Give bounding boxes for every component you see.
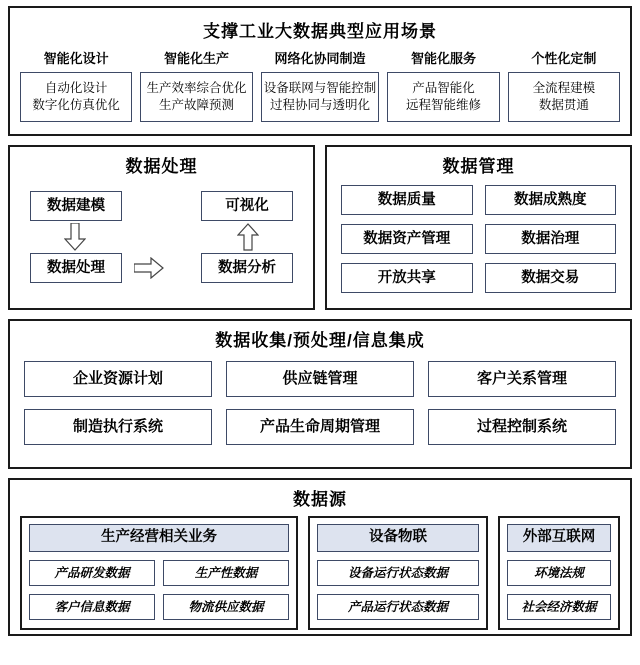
visualization-box: 可视化: [201, 191, 293, 221]
source-group-title: 外部互联网: [507, 524, 611, 552]
scenario-line: 设备联网与智能控制: [263, 81, 377, 95]
data-processing-flow: [22, 181, 301, 293]
scenario-line: 全流程建模: [532, 81, 596, 95]
scenario-line: 产品智能化: [412, 81, 475, 95]
application-scenarios-columns: [16, 48, 624, 122]
management-item: 开放共享: [341, 263, 473, 293]
collection-item: 产品生命周期管理: [226, 409, 414, 445]
scenario-line: 生产效率综合优化: [146, 81, 247, 95]
data-management-title: 数据管理: [442, 157, 515, 176]
source-group-items: [29, 560, 289, 620]
source-group-business: [20, 516, 298, 630]
management-item: 数据治理: [485, 224, 617, 254]
scenario-box: [140, 72, 252, 122]
collection-item: 客户关系管理: [428, 361, 616, 397]
collection-item: 供应链管理: [226, 361, 414, 397]
scenario-column-design: [16, 48, 136, 122]
arrow-down-icon: [64, 223, 86, 251]
data-management-items: [327, 181, 630, 305]
source-item: 物流供应数据: [163, 594, 289, 620]
source-group-iot: [308, 516, 488, 630]
management-item: 数据资产管理: [341, 224, 473, 254]
data-collection-title: 数据收集/预处理/信息集成: [215, 331, 425, 350]
application-scenarios-panel: [8, 6, 632, 136]
scenario-box: [387, 72, 499, 122]
scenario-heading: 智能化设计: [43, 51, 109, 66]
source-group-items: [507, 560, 611, 620]
scenario-heading: 智能化生产: [164, 51, 230, 66]
data-collection-items: [10, 355, 630, 445]
data-processing-title: 数据处理: [125, 157, 198, 176]
source-group-title: 生产经营相关业务: [29, 524, 289, 552]
scenario-box: [20, 72, 132, 122]
scenario-line: 远程智能维修: [405, 98, 481, 112]
scenario-line: 数据贯通: [538, 98, 589, 112]
source-group-items: [317, 560, 479, 620]
scenario-line: 生产故障预测: [159, 98, 235, 112]
scenario-line: 自动化设计: [44, 81, 108, 95]
scenario-heading: 智能化服务: [410, 51, 476, 66]
source-item: 生产性数据: [163, 560, 289, 586]
processing-management-row: [8, 145, 632, 310]
source-group-title: 设备物联: [317, 524, 479, 552]
scenario-heading: 网络化协同制造: [274, 51, 366, 66]
application-scenarios-title: 支撑工业大数据典型应用场景: [203, 22, 437, 41]
source-item: 客户信息数据: [29, 594, 155, 620]
scenario-line: 数字化仿真优化: [32, 98, 120, 112]
source-item: 设备运行状态数据: [317, 560, 479, 586]
scenario-column-production: [136, 48, 256, 122]
data-process-box: 数据处理: [30, 253, 122, 283]
data-analysis-box: 数据分析: [201, 253, 293, 283]
collection-item: 企业资源计划: [24, 361, 212, 397]
management-item: 数据质量: [341, 185, 473, 215]
data-sources-panel: [8, 478, 632, 636]
arrow-up-icon: [237, 223, 259, 251]
scenario-heading: 个性化定制: [531, 51, 597, 66]
data-collection-panel: [8, 319, 632, 469]
source-item: 社会经济数据: [507, 594, 611, 620]
source-item: 环境法规: [507, 560, 611, 586]
management-item: 数据成熟度: [485, 185, 617, 215]
scenario-box: [261, 72, 380, 122]
data-sources-groups: [10, 514, 630, 630]
scenario-column-service: [383, 48, 503, 122]
scenario-line: 过程协同与透明化: [270, 98, 371, 112]
data-modeling-box: 数据建模: [30, 191, 122, 221]
data-processing-panel: [8, 145, 315, 310]
scenario-column-collaborative-manufacturing: [257, 48, 384, 122]
source-item: 产品运行状态数据: [317, 594, 479, 620]
collection-item: 制造执行系统: [24, 409, 212, 445]
arrow-right-icon: [134, 257, 164, 279]
collection-item: 过程控制系统: [428, 409, 616, 445]
management-item: 数据交易: [485, 263, 617, 293]
scenario-column-customization: [504, 48, 624, 122]
data-sources-title: 数据源: [293, 490, 347, 509]
data-management-panel: [325, 145, 632, 310]
source-item: 产品研发数据: [29, 560, 155, 586]
source-group-internet: [498, 516, 620, 630]
scenario-box: [508, 72, 620, 122]
